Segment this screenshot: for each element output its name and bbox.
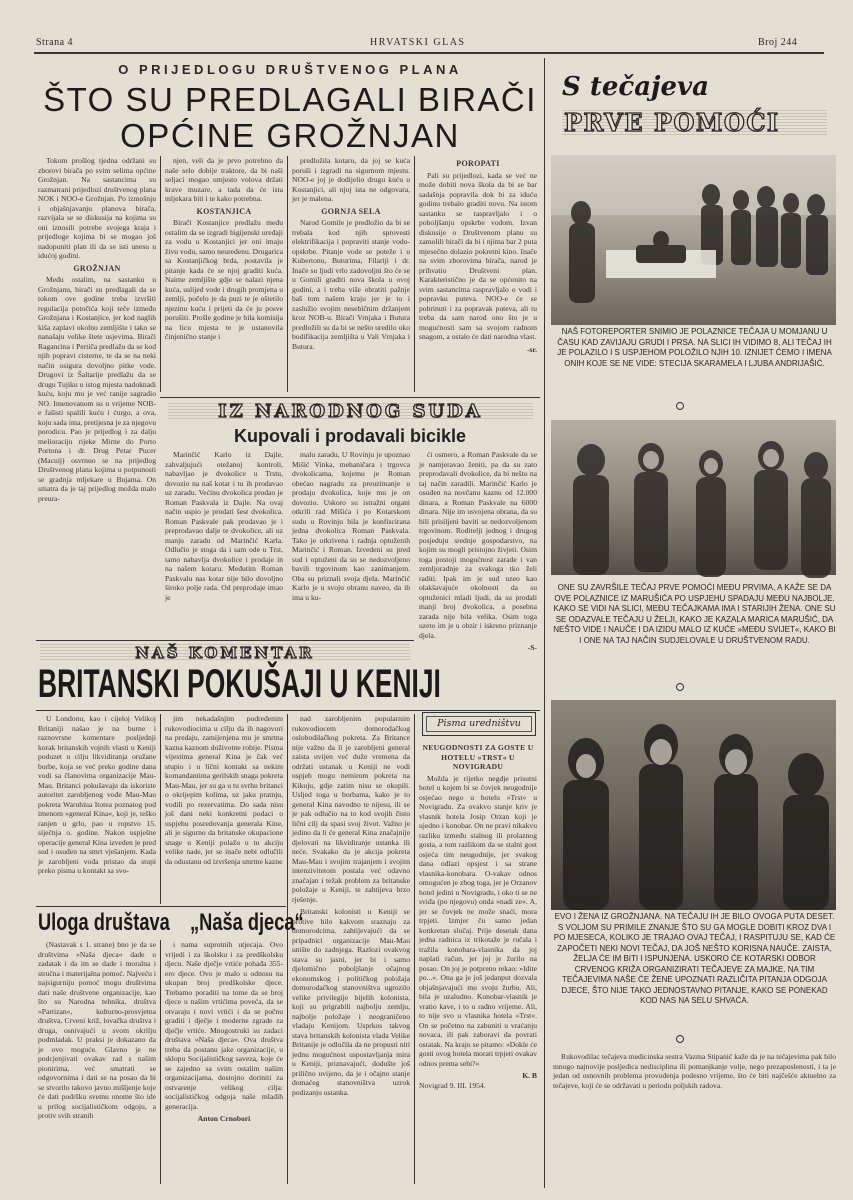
- bullet-ornament: [676, 683, 684, 691]
- photo-caption-3: EVO I ŽENA IZ GROŽNJANA. NA TEČAJU IH JE BILO OVOGA PUTA DESET. S VOLJOM SU PRIMILE ZNANJE ŠTO SU GA MOGLE DOBITI KROZ DVA I PO MJESECA, KOLIKO JE TRAJAO OVAJ TEČAJ, I RASPITUJU SE, KAD ĆE ZAPOČETI NEKI NOVI TEČAJ, DA JOŠ NEŠTO KORISNA NAUČE. ZAISTA, ŽELJA ĆE IM BITI I ISPUNJENA. USKORO ĆE KOTARSKI ODBOR CRVENOG KRIŽA ORGANIZIRATI TEČAJEVE ZA MAJKE. NA TIM TEČAJEVIMA NAŠE ĆE ŽENE UPOZNATI RAZLIČITA PITANJA ODGOJA DJECE, ŠTO NIJE TAKO JEDNOSTAVNO PITANJE, KAKO SE PONEKAD KOD NAS NA SELU SHVAĆA.: [553, 912, 836, 1005]
- article-signature: -sr.: [526, 344, 537, 354]
- section-subhead: GROŽNJAN: [73, 263, 121, 273]
- column-divider: [414, 156, 415, 392]
- sidebar-footer-text: Rukovodilac tečajeva medicinska sestra Vazma Stipanić kaže da je na tečajevima pak bilo mnogo najnovije posljedica nedisciplina ili pomanjkanje volje, nego prezaposlenosti, i ta je jedan od osnovnih problema provođenja podesno vrijeme, što će biti najčešće aktuelno za tečajeve, koji će se održavati u periodu poljskih radova.: [553, 1052, 836, 1090]
- comment-column-3: [292, 714, 410, 1184]
- society-column-2: [165, 940, 283, 1184]
- article-column-1: [38, 156, 156, 626]
- court-signature: -S-: [527, 643, 537, 652]
- column-divider: [414, 714, 415, 1184]
- page-number: Strana 4: [36, 37, 74, 48]
- photo-caption-1: NAŠ FOTOREPORTER SNIMIO JE POLAZNICE TEČAJA U MOMJANU U ČASU KAD ZAVIJAJU GRUDI I PRSA. NA SLICI IH VIDIMO 8, ALI TEČAJ IH JE POLAZILO I S USPJEHOM POLOŽILO NJIH 10. IZNIJET ĆEMO I IMENA ONIH KOJE SE NE VIDE: STECIJA SKARAMELA I LJUBA ANDRIJAŠIĆ.: [557, 327, 832, 368]
- court-column-1: [165, 450, 283, 640]
- section-rule: [36, 710, 540, 711]
- comment-paragraph: U Londonu, kao i cijeloj Velikoj Britaniji našao je na burne i raznovrsne komentare posljednji korak britanskih vojnih vlasti u Keniji poduzet u cilju likvidiranja oružane borbe, koja se već preko godine dana vodi sa članovima organizacije Mau-Mau. Britanci pokušavaju da iskoriste autoritet zarobljenog vođe Mau-Mau pokreta Waruhiua Itotea poznatog pod imenom »general Kina«, koji je, teško ranjen u grlo, pao u ropstvo 15. siječnja o. godine. Nakon uspješne operacije general Kina izveden je pred sud i osuđen na smrt vješanjem. Kada je zarobljeni vođa pristao da stupi preko pisma u kontakt sa svo-: [38, 714, 156, 875]
- letters-column: [419, 740, 537, 1184]
- photo-figures: [551, 155, 836, 325]
- comment-paragraph: Britanski kolonisti u Keniji se protive bilo kakvom sraznaju za domorodcima, zahtijevajući da se pripadnici organizacije Mau-Mau unište do zadnjega. Razlozi ovakvog stava su jasni, jer bi i samo djelomično poboljšanje očajnog ekonomskog i političkog položaja domorodačkog stanovništva ugrozilo velike privilegije bijelih kolonista, koji su prigrabili najbolju zemlju, najbolje položaje i neograničeno vladaju Kenijom. Usprkos takvog stava britanskih kolonista vlada Velike Britanije je odlučila da ne propusti niti jednu mogućnost uspostavljanja mira u Keniji, priznavajući, dodušte još prilično uvijeno, da je i očajno stanje domaćeg stanovništva uzrok podizanju ustanka.: [292, 907, 410, 1097]
- column-divider: [287, 714, 288, 1184]
- column-divider: [287, 156, 288, 392]
- society-headline-box: [38, 908, 304, 938]
- sidebar-title: [562, 72, 827, 144]
- column-divider: [160, 714, 161, 904]
- court-paragraph: malu zaradu, U Rovinju je upoznao Mišić Vinka, mehaničara i trgovca dvokolicama, kojemu je Roman obećao nagradu za preuzimanje u prodaju dvokolica, koje mu je on dovozio. Uskoro su istražni organi otkrili rad Mišića i po Kotarskom sudu u Rovinju bila je konfiscirana jedna dvokolica Roman Paskvala. Tako je otkrivena i radnja optuženih Marinčić i Roman. Izvedeni su pred sud i optuženi da su se nedozvoljeno bavili trgovinom kao zanimanjem. Oba su priznali svoja djela. Marinčić Karlo je u svoju obranu naveo, da ih ima u ku-: [292, 450, 410, 602]
- court-paragraph: Marinčić Karlo iz Dajle, zahvaljujući otežanoj kontroli, nabavljao je dvokolice u Trstu, dovozio na naš kotar i tu ih prodavao uz zaradu. Većinu dvokolica prodao je Roman Paskvala iz Dajle. Na ovaj način uspio je prodati šest dvokolica. Roman Paskvale pak prodavao je i preprodavao dalje te dvokolice, ali uz manju zaradu od Marinčić Karla. Odlučio je stoga da i sam ode u Trst, tamo nabavlja dvokolice i prodaje in na našem kotaru. Međutim Roman Paskvalu nas kotar nije bilo dovoljno široko polje rada. Od preprodaje imao je: [165, 450, 283, 602]
- article-paragraph: Birači Kostanjice predlažu među ostalim da se izgradi higijenski uređaji za vodu u Kostanjici jer oni imaju živu vodu, samo neuređenu. Drugarica sa Kostanjičkog brda, postavila je pitanje kada će se njoj graditi kuća. Naime zemljište gdje se nalazi njena kuća, uslijed vode i drugih promjena u zemlji, počelo je da puzi te je oštetilo njezinu kuću i prijeti da će ju posve porušiti. Prošle godine je bila komisija na licu mjesta te je ustanovila činjenično stanje i: [165, 218, 283, 341]
- article-paragraph: njen, veli da je prvo potrebno da naše selo dobije traktore, da bi naši seljaci mogao umjesto volova držati krave muzare, a tada da će ista mljekara biti i te kako potrebna.: [165, 156, 283, 203]
- sidebar-divider: [544, 58, 545, 1188]
- court-paragraph: ći osmero, a Roman Paskvale da se je namjeravao ženiti, pa da su zato preprodavali dvokolice, da bi nešto na taj način zaradili. Marinčić Karlo je osuđen na novčanu kaznu od 12.000 dinara, a Roman Paskvale na 6000 dinara. Nije im usvojena obrana, da su bili prisiljeni baviti se nedozvoljenom trgovinom. Roditelji jednog i drugog posjeduju srednje gospodarstvo, na kojim su mogli pristojno živjeti. Osim toga postoji mogućnost zarade i van zemljoradnje za svakoga tko želi raditi. Ipak im je sud uzeo kao olakšavajuće okolnosti da su optuženici mladi ljudi, da su prodali manji broj dvokolica, a posebna zarada nije bila velika. Osim toga uzeto im je u obzir i iskreno priznanje djela.: [419, 450, 537, 640]
- society-headline-part2: „Naša djeca“: [190, 909, 304, 936]
- section-subhead: KOSTANJICA: [196, 206, 252, 216]
- section-rule: [36, 906, 286, 907]
- article-headline-line1: ŠTO SU PREDLAGALI BIRAČI: [43, 81, 537, 118]
- article-paragraph: Narod Gomile je predložio da bi se trebala kod njih sprovesti elektrifikacija i popraviti stanje vodo-opskrbe. Pitanje vode se poteže i u Kubertonu, Buturima, Filariji i dr. Inače su ljudi vrlo zadovoljni što će se u Gomili graditi nova škola u ovoj godini, a i treba više obratiti pažnje baš tom našem kraju jer je to i zaslužio svojim nesebičnim držanjem kroz NOB-u. Birači Vrnjaka i Butura predložili su da bi se nešto uredilo oko bodifikacija zemljišta u Vali Vrnjaka i Butura.: [292, 218, 410, 351]
- comment-banner: NAŠ KOMENTAR: [40, 644, 410, 662]
- society-column-1: [38, 940, 156, 1184]
- column-divider: [160, 940, 161, 1184]
- letters-headline: NEUGODNOSTI ZA GOSTE U HOTELU »TRST« U NOVIGRADU: [422, 743, 534, 771]
- article-paragraph: predložila kotaru, da joj se kuća poruši i izgradi na sigurnom mjestu. NOO-e joj je dodijelio drugu kuću u Kostanjici, ali njoj ista ne odgovara, jer je malena.: [292, 156, 410, 203]
- letters-signature: K. B: [522, 1071, 537, 1080]
- letters-paragraph: Možda je rijetko negdje prisutni hotel u kojem bi se čovjek neugodnije osjećao nego u hotelu »Trst« u Novigradu. Za ovakvo stanje kriv je vlasnik hotela Josip Orzan koji je ujedno i konobar. On ne pravi nikakvu razliku između stalnog ili prolaznog gosta, a tom razlikom da se stalni gost osjeća tim neugodnije, jer svakog dana odlazi opsjest i sa strane vlasnika-konobara. O-vakav odnos omogućen je zbog toga, jer je Orzanov hotel jedini u Novigradu, i oko ti se ne sviđa (po njegovu) onda »nadi ze«. A, jer se čovjek ne može snaći, mora trpjeti. Izmjer ču samo jedan konkretan slučaj. Prije desetak dana jedna radnica iz trikotaže je ručala i tražila konobara-vlasnika da joj naplati račun, jer joj je žurilo na posao. On joj je potpreno rekao: »Idite po...«. Ona ga je još jedanput dozvala objašnjavajući mu svoju žurbu. Ali, bila je uzaludno. Konobar-vlasnik je vratio kave, i to u rađno vrijeme. Ali, to nije svo u vlasnika hotela »Trst«. On se početno na zabuniti u vraćanju novaca, ili pak zaboravi da povrati ostatak. Na kraju se pitamo: »Dokle će gosti ovog hotela morati trpjeti ovakav odnos prema sebi?«: [419, 773, 537, 1068]
- society-paragraph: i nama suprotnih utjecaja. Ovo vrijedi i za školsku i za predškolsku djecu. Naše dječje vrtiće pohađa 355-ero djece. Ovo je malo u odnosu na ukupan broj predškolske djece. Trebamo poraditi na tome da se broj djece u našim vrtićima poveća, da se otvaraju i novi vrtići i da se počnu graditi i dječje i moderne zgrade za dječje vrtiće. Mnogostruki su zadaci društava »Naša djeca«. Ova društva treba da postanu jake organizacije, u sklopu Socijalističkog saveza, koje će se zajedno sa svim ostalim našim organizacijama, dostojno doriniti za ostvarenje velikog cilja: socijalističkog odgoja naše mladih generacija.: [165, 940, 283, 1111]
- letters-box-title: Pisma uredništvu: [426, 716, 532, 732]
- comment-column-2: [165, 714, 283, 904]
- article-paragraph: Pali su prijedlozi, kada se već ne može dobiti nova škola da bi se bar sadašnja popravila dok bi za iduću godinu trebalo graditi novu. Na istom sastanku se raspravljalo i o poboljšanju opskrbe vodom. Izvan diskusije o Društvenom planu su zamolili birači da bi i njima bar 2 puta mjesečno dolazio pokretni kino. Inače na svim zborovima birača, narod je prihvatio Društveni plan. Karakteristično je da se općenito na svim sastancima raspravljalo o vodi i popravku puteva. NOO-e će se pobrinuti i za popravak puteva, ali tu treba da sam narod ono što je u mogućnosti sam sa svojom radnom snagom, a ostalo će dati narodna vlast.: [419, 170, 537, 341]
- photo-caption-2: ONE SU ZAVRŠILE TEČAJ PRVE POMOĆI MEĐU PRVIMA, A KAŽE SE DA OVE POLAZNICE IZ MARUŠIĆA PO USPJEHU SPADAJU MEĐU NAJBOLJE. KAKO SE VIDI NA SLICI, MEĐU TEČAJKAMA IMA I STARIJIH ŽENA. ONE SU SE ODAZVALE TEČAJU U ŽELJI, KAKO JE KAZALA MARICA MARUŠIĆ, DA NEŠTO VIDE I NAUČE I DA IZIDU MALO IZ KUĆE »MEĐU SVIJET«, KAKO BI I ONE NA TAJ NAČIN SUDJELOVALE U DRUŠTVENOM RADU.: [553, 583, 836, 645]
- society-headline-part1: Uloga društava: [38, 909, 170, 936]
- sidebar-title-line2: PRVE POMOĆI: [562, 108, 827, 137]
- photo-figures: [551, 420, 836, 575]
- comment-column-1: [38, 714, 156, 904]
- paper-name: HRVATSKI GLAS: [370, 37, 466, 48]
- section-subhead: GORNJA SELA: [321, 206, 381, 216]
- photo-figures: [551, 700, 836, 910]
- section-rule: [36, 640, 414, 641]
- court-banner: IZ NARODNOG SUDA: [168, 401, 533, 421]
- article-kicker: O PRIJEDLOGU DRUŠTVENOG PLANA: [118, 62, 462, 77]
- comment-headline-box: [38, 662, 441, 706]
- article-headline-line2: OPĆINE GROŽNJAN: [120, 117, 460, 154]
- section-rule: [160, 397, 540, 398]
- court-column-2: [292, 450, 410, 640]
- photo-momjan-course: [551, 155, 836, 325]
- column-divider: [160, 156, 161, 392]
- article-column-2: [165, 156, 283, 392]
- letters-dateline: Novigrad 9. III. 1954.: [419, 1080, 486, 1090]
- article-column-4: [419, 156, 537, 392]
- court-column-3: [419, 450, 537, 690]
- sidebar-footer: [553, 1052, 836, 1112]
- section-subhead: POROPATI: [456, 159, 500, 168]
- issue-number: Broj 244: [758, 37, 798, 48]
- sidebar-title-line1: S tečajeva: [562, 72, 709, 102]
- photo-marusici-course: [551, 420, 836, 575]
- comment-paragraph: nad zarobljenim popularnim rukovodiocem domorodačkog oslobodilačkog pokreta. Za Britance nije važno da li je zarobljeni general zaista uvijen već duže vremena da održati ustanak u Keniji ne vodi uspjeh mogu nemirom pokreta na Kikuju, gdje zatim nisu se okupili. Usljed toga u borbama, kako je to general Kina navodno te nijesu, ili se je pak odlučio na to kod svojih čisto lični cilj da spasi svoj život. Važno je jedino da li će general Kina značajnije djelovati na likvidiranje ustanka ili neće. Svakako da je akcija pokreta Mau-Mau i svojim trajanjem i svojim intenzivitetom postala već odavno značajan i težak problem za britanske položaje u Keniji, te zahtijeva brzo rješenje.: [292, 714, 410, 904]
- photo-groznjan-course: [551, 700, 836, 910]
- society-signature: Anton Crnobori: [197, 1114, 251, 1123]
- bullet-ornament: [676, 1035, 684, 1043]
- court-headline: Kupovali i prodavali bicikle: [233, 426, 467, 446]
- comment-paragraph: jim nekadašnjim podređenim rukovodiocima u cilju da ih nagovori na predaju, zamijenjena mu je smrtna kazna kaznom doživotne robije. Pisma vijestima general Kina je čak već stupio i u lični kontakt sa nekim komandantima gerilskih snaga pokreta Mau-Mau, jer su ga u tu svrhu britanci o okrijepim kolima, uz jaku pratnju, vodili po rezervatima. Do sada nisu još dani neki konkretni podaci o uspjehu posredovanja generala Kine, ali je sigurno da britanske okupacione snage u Keniji polažu u tu akciju velike nade, jer se inače nebi odlučili da odustanu od izvršenja smrtne kazne: [165, 714, 283, 866]
- article-column-3: [292, 156, 410, 392]
- letters-box: [422, 712, 536, 736]
- comment-headline: BRITANSKI POKUŠAJI U KENIJI: [38, 662, 441, 706]
- bullet-ornament: [676, 402, 684, 410]
- header-rule: [34, 52, 824, 54]
- article-paragraph: Među ostalim, na sastanku u Grožnjanu, birači su predlagali da se tokom ove godine treba izvršiti regulacija potočića koji teče između Grožnjana i Kostanjice, jer kod naglih kiša zaplavi okolno zemljište i tako se nanašaju velike štete usjevima. Birači Ragancina i Pertiča predlažu da se kod njih popravi cisterne, te da se na neki način osigura dovoljno pitke vode. Drugovi iz Šaltarije predlažu da se drugu Tujiku u istog mjesta nadoknadi kuću, koju mu je već ranije sagradio NO. Imenovanom su u vrijeme NOB-e fašisti spalili kuću i ćurgo, a ova, koju sada ima, pretijesna je za njegovu porodicu. Pao je prijedlog i za dalju melioraciju rijeke Mirne do Porto Portona i dr. Drug Petar Pucer (Macuij) osvrnuo se na prijedlog Društvenog plana kojima u potpunosti se gradnja mljekare u Bujama. On smatra da je taj prijedlog možda malo preura-: [38, 275, 156, 503]
- article-paragraph: Tokom prošlog tjedna održani su zborovi birača po svim selima općine Grožnjan. Na sastancima su razmatrani prijedlozi društvenog plana NOK i NOO-e Grožnjan. Po izmošnju i objašnjavanju planova birača, razvijala se se diskusija na kojima su oni iznosili potrebe svojega kraja i prijedloge kojima bi se mogao još nadopuniti plan ili da se isti unesu u idućoj godini.: [38, 156, 156, 260]
- society-paragraph: (Nastavak s 1. strane) bno je da se društvima »Naša djeca« dade u zadatak i da im se dade i moralna i stručna i materijalna pomoć. Najveću i najsigurniju pomoć mogu društvima dati naše društvene organizacije, kao što su Narodna tehnika, društva »Partizan«, kulturno-prosvjetna društva, Crveni križ, lovačka društva i druga, osnivajući u svom okrilju podmladak. U praksi je dokazano da je ovo moguće. Glavno je ne podcjenjivati ovakav rad s našim pionirima, već smatrati se odgovornima i dati se na posao da bi se stvorilo takovo javno mišljenje koje će dati podršku svemu onome što ide u prilog socijalističkom odgoju, a protiv svih stranih: [38, 940, 156, 1120]
